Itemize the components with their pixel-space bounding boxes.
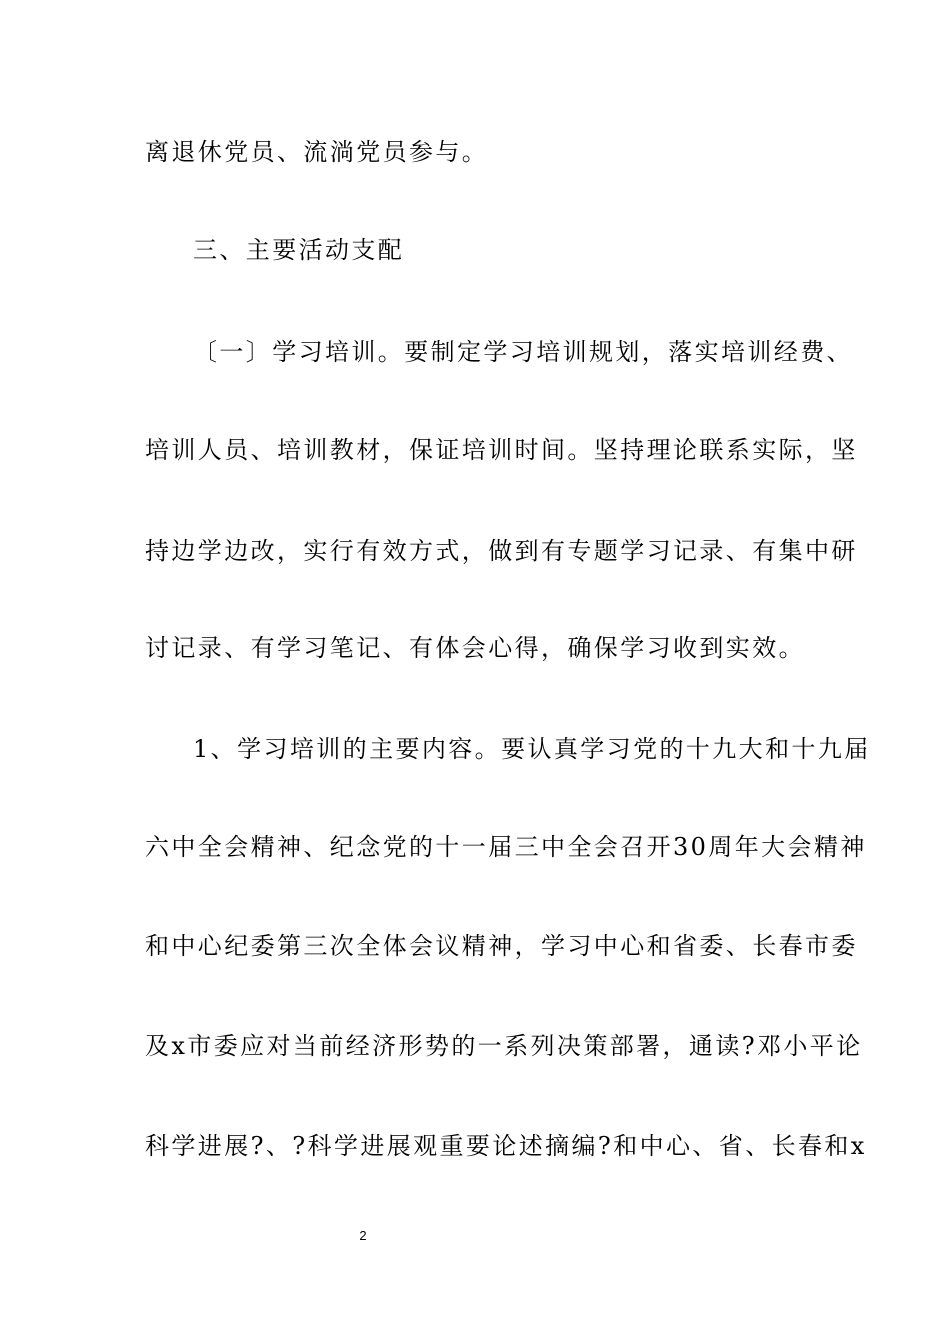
page-number: 2	[359, 1228, 367, 1243]
paragraph-line: 和中心纪委第三次全体会议精神，学习中心和省委、长春市委	[145, 932, 858, 960]
paragraph-line: 持边学边改，实行有效方式，做到有专题学习记录、有集中研	[145, 537, 858, 565]
paragraph-line: 讨记录、有学习笔记、有体会心得，确保学习收到实效。	[145, 634, 805, 662]
paragraph-line: 科学进展?、?科学进展观重要论述摘编?和中心、省、长春和x	[145, 1132, 867, 1160]
section-heading: 三、主要活动支配	[193, 236, 405, 264]
paragraph-line: 1、学习培训的主要内容。要认真学习党的十九大和十九届	[193, 735, 871, 763]
paragraph-line: 〔一〕学习培训。要制定学习培训规划，落实培训经费、	[193, 338, 853, 366]
paragraph-line: 六中全会精神、纪念党的十一届三中全会召开30周年大会精神	[145, 833, 867, 861]
paragraph-line: 培训人员、培训教材，保证培训时间。坚持理论联系实际，坚	[145, 436, 858, 464]
paragraph-line: 及x市委应对当前经济形势的一系列决策部署，通读?邓小平论	[145, 1032, 863, 1060]
paragraph-line: 离退休党员、流淌党员参与。	[145, 138, 489, 166]
